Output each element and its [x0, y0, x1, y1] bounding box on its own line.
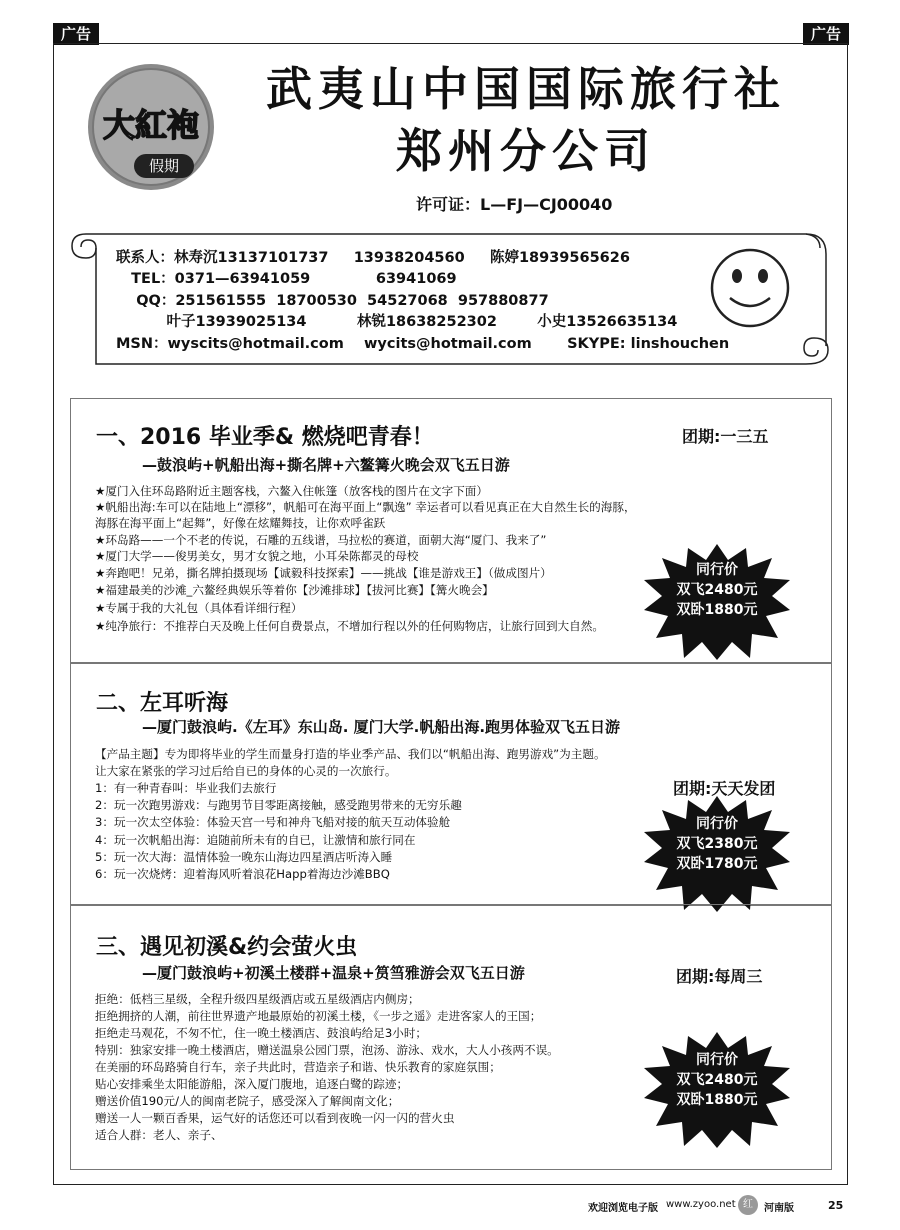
contact-line-5: MSN：wyscits@hotmail.com wycits@hotmail.com SKYPE: linshouchen [116, 336, 730, 352]
section-2-subtitle: —厦门鼓浪屿.《左耳》东山岛. 厦门大学.帆船出海.跑男体验双飞五日游 [142, 718, 621, 736]
section-1-line: ★专属于我的大礼包（具体看详细行程） [95, 601, 303, 615]
price-fly: 双飞2480元 [676, 1072, 758, 1088]
section-3-line: 拒绝：低档三星级，全程升级四星级酒店或五星级酒店内侧房； [95, 992, 420, 1006]
section-3-line: 适合人群：老人、亲子、 [95, 1128, 223, 1142]
footer-badge-icon: 红 [738, 1195, 758, 1215]
logo [86, 62, 216, 192]
license-number: 许可证：L—FJ—CJ00040 [416, 195, 613, 214]
price-sleeper: 双卧1880元 [676, 1092, 758, 1108]
section-2-title: 二、左耳听海 [96, 691, 229, 716]
section-1-line: ★纯净旅行：不推荐白天及晚上任何自费景点，不增加行程以外的任何购物店，让旅行回到大自然。 [95, 619, 604, 633]
contact-line-2: TEL：0371—63941059 63941069 [116, 271, 457, 287]
price-label: 同行价 [696, 562, 738, 578]
section-3-title: 三、遇见初溪&约会萤火虫 [96, 935, 358, 960]
section-1-line: ★厦门大学——俊男美女，男才女貌之地，小耳朵陈都灵的母校 [95, 549, 419, 563]
price-burst-2 [642, 794, 792, 914]
section-2-line: 3：玩一次太空体验：体验天宫一号和神舟飞船对接的航天互动体验舱 [95, 815, 451, 829]
footer-welcome: 欢迎浏览电子版 [588, 1203, 658, 1214]
section-2-line: 【产品主题】专为即将毕业的学生而量身打造的毕业季产品、我们以“帆船出海、跑男游戏”为主题。 [95, 747, 606, 761]
section-3-line: 贴心安排乘坐太阳能游船，深入厦门腹地，追逐白鹭的踪迹； [95, 1077, 409, 1091]
section-3-schedule: 团期:每周三 [676, 967, 763, 986]
section-3-line: 拒绝拥挤的人潮，前往世界遗产地最原始的初溪土楼，《一步之遥》走进客家人的王国； [95, 1009, 542, 1023]
section-2-line: 让大家在紧张的学习过后给自已的身体的心灵的一次旅行。 [95, 764, 397, 778]
section-3-line: 赠送价值190元/人的闽南老院子，感受深入了解闽南文化； [95, 1094, 400, 1108]
page-subtitle: 郑州分公司 [396, 124, 656, 178]
section-2-line: 2：玩一次跑男游戏：与跑男节目零距离接触，感受跑男带来的无穷乐趣 [95, 798, 462, 812]
logo-text: 大紅袍 [102, 106, 199, 144]
section-1-title: 一、2016 毕业季& 燃烧吧青春！ [96, 425, 434, 450]
section-1-line: ★厦门入住环岛路附近主题客栈，六鳌入住帐篷（放客栈的图片在文字下面） [95, 484, 488, 498]
logo-subtext: 假期 [134, 154, 194, 178]
price-label: 同行价 [696, 1052, 738, 1068]
section-3-line: 在美丽的环岛路骑自行车，亲子共此时，营造亲子和谐、快乐教育的家庭氛围； [95, 1060, 501, 1074]
contact-line-4: 叶子13939025134 林锐18638252302 小史13526635134 [116, 314, 678, 330]
section-3-line: 特别：独家安排一晚土楼酒店，赠送温泉公园门票，泡汤、游泳、戏水，大人小孩两不误。 [95, 1043, 559, 1057]
footer-edition: 河南版 [764, 1203, 794, 1214]
section-3-subtitle: —厦门鼓浪屿+初溪土楼群+温泉+筼筜雅游会双飞五日游 [142, 964, 525, 982]
section-1-line: 海豚在海平面上“起舞”，好像在炫耀舞技，让你欢呼雀跃 [95, 516, 386, 530]
section-3-line: 赠送一人一颗百香果，运气好的话您还可以看到夜晚一闪一闪的营火虫 [95, 1111, 455, 1125]
section-2-line: 5：玩一次大海：温情体验一晚东山海边四星酒店听涛入睡 [95, 850, 393, 864]
footer-site[interactable]: www.zyoo.net [666, 1199, 736, 1210]
section-3-line: 拒绝走马观花，不匆不忙，住一晚土楼酒店、鼓浪屿给足3小时； [95, 1026, 428, 1040]
price-burst-1 [642, 542, 792, 662]
page-number: 25 [828, 1199, 844, 1212]
section-1-line: ★环岛路——一个不老的传说，石雕的五线谱，马拉松的赛道，面朝大海“厦门、我来了” [95, 533, 547, 547]
price-sleeper: 双卧1880元 [676, 602, 758, 618]
ad-tag-right: 广告 [803, 23, 849, 45]
smiley-icon [708, 246, 792, 330]
section-1-line: ★帆船出海:车可以在陆地上“漂移”，帆船可在海平面上“飘逸” 幸运者可以看见真正在大自然生长的海豚， [95, 500, 636, 514]
section-1-schedule: 团期:一三五 [682, 427, 769, 446]
section-2-schedule: 团期:天天发团 [673, 779, 776, 798]
section-2-line: 6：玩一次烧烤：迎着海风听着浪花Happ着海边沙滩BBQ [95, 867, 390, 881]
contact-line-3: QQ：251561555 18700530 54527068 957880877 [116, 293, 549, 309]
price-sleeper: 双卧1780元 [676, 856, 758, 872]
page-title: 武夷山中国国际旅行社 [266, 62, 786, 116]
ad-tag-left: 广告 [53, 23, 99, 45]
section-1-line: ★奔跑吧！兄弟，撕名牌拍摄现场【诚毅科技探索】——挑战【谁是游戏王】（做成图片） [95, 566, 552, 580]
section-1-subtitle: —鼓浪屿+帆船出海+撕名牌+六鳌篝火晚会双飞五日游 [142, 456, 510, 474]
contact-line-1: 联系人：林寿沉13137101737 13938204560 陈婷18939565626 [116, 250, 630, 266]
price-burst-3 [642, 1030, 792, 1150]
section-2-line: 4：玩一次帆船出海：追随前所未有的自已，让激情和旅行同在 [95, 833, 416, 847]
section-1-line: ★福建最美的沙滩_六鳌经典娱乐等着你【沙滩排球】【拔河比赛】【篝火晚会】 [95, 583, 494, 597]
price-fly: 双飞2380元 [676, 836, 758, 852]
price-label: 同行价 [696, 816, 738, 832]
price-fly: 双飞2480元 [676, 582, 758, 598]
section-2-line: 1：有一种青春叫：毕业我们去旅行 [95, 781, 277, 795]
